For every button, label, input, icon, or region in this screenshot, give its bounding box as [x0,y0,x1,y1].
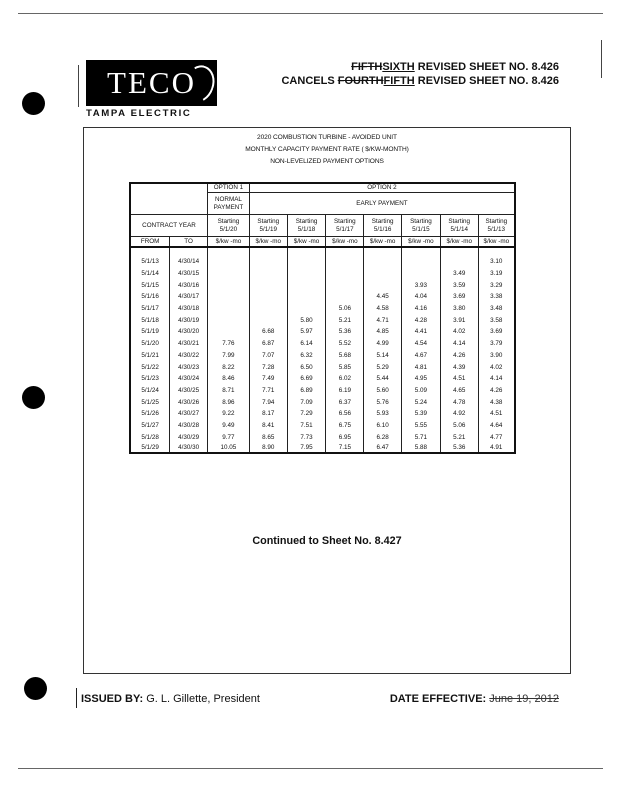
from-date-cell: 5/1/23 [130,373,170,385]
rate-cell [402,268,441,280]
punch-hole-middle [22,386,45,409]
table-row [130,373,515,385]
rate-cell: 6.37 [326,396,364,408]
rate-cell [208,256,250,268]
table-row [130,326,515,338]
sheet-number: REVISED SHEET NO. 8.426 [417,61,559,73]
rate-cell: 3.93 [402,279,441,291]
to-date-cell: 4/30/19 [170,314,208,326]
normal-payment-header: NORMAL PAYMENT [208,193,250,215]
rate-cell [440,256,478,268]
logo-subtitle: TAMPA ELECTRIC [86,108,192,119]
rate-cell: 5.71 [402,431,441,443]
cancels-new-revision: FIFTH [383,75,415,87]
rate-cell [208,279,250,291]
rate-cell [249,256,287,268]
table-row [130,420,515,432]
table-row [130,256,515,268]
table-row [130,303,515,315]
rate-cell: 5.14 [364,350,402,362]
rate-cell: 4.64 [478,420,515,432]
rate-cell: 4.58 [364,303,402,315]
spacer-row [130,247,515,256]
from-date-cell: 5/1/13 [130,256,170,268]
rate-cell [208,314,250,326]
to-date-cell: 4/30/25 [170,385,208,397]
rate-cell: 4.26 [440,350,478,362]
punch-hole-top [22,92,45,115]
to-date-cell: 4/30/28 [170,420,208,432]
rate-cell: 4.95 [402,373,441,385]
rate-cell: 7.15 [326,443,364,453]
rate-cell: 8.46 [208,373,250,385]
from-date-cell: 5/1/28 [130,431,170,443]
rate-cell: 5.68 [326,350,364,362]
rate-cell [208,291,250,303]
rate-cell: 3.91 [440,314,478,326]
unit-header: $/kw -mo [249,237,287,248]
to-date-cell: 4/30/27 [170,408,208,420]
unit-header: $/kw -mo [478,237,515,248]
to-date-cell: 4/30/17 [170,291,208,303]
rate-cell: 7.49 [249,373,287,385]
rate-cell: 3.19 [478,268,515,280]
rate-cell [364,256,402,268]
rate-cell: 9.22 [208,408,250,420]
to-date-cell: 4/30/20 [170,326,208,338]
rate-cell [326,291,364,303]
rate-cell: 6.89 [287,385,326,397]
cancels-label: CANCELS [281,75,335,87]
rate-cell [364,268,402,280]
rate-cell: 4.45 [364,291,402,303]
rate-cell: 6.28 [364,431,402,443]
rate-cell: 3.69 [440,291,478,303]
rate-cell: 4.38 [478,396,515,408]
unit-header: $/kw -mo [287,237,326,248]
rate-cell: 8.71 [208,385,250,397]
rate-cell: 5.88 [402,443,441,453]
rate-cell: 4.26 [478,385,515,397]
unit-header: $/kw -mo [326,237,364,248]
to-date-cell: 4/30/18 [170,303,208,315]
from-date-cell: 5/1/16 [130,291,170,303]
rate-cell [326,256,364,268]
starting-header: Starting 5/1/13 [478,215,515,237]
from-date-cell: 5/1/21 [130,350,170,362]
rate-cell [249,303,287,315]
rate-cell: 4.92 [440,408,478,420]
rate-cell: 3.10 [478,256,515,268]
rate-cell [287,256,326,268]
continued-note: Continued to Sheet No. 8.427 [252,535,402,547]
rate-cell: 3.49 [440,268,478,280]
rate-cell: 3.90 [478,350,515,362]
top-rule [18,13,603,14]
to-date-cell: 4/30/23 [170,361,208,373]
unit-header: $/kw -mo [364,237,402,248]
cancels-old-revision: FOURTH [337,75,384,87]
rate-cell: 3.38 [478,291,515,303]
table-row [130,350,515,362]
rate-cell: 3.29 [478,279,515,291]
rate-cell: 4.78 [440,396,478,408]
rate-cell: 5.36 [326,326,364,338]
from-date-cell: 5/1/22 [130,361,170,373]
rate-cell: 6.10 [364,420,402,432]
rate-cell: 4.77 [478,431,515,443]
rate-cell: 6.50 [287,361,326,373]
starting-header: Starting 5/1/17 [326,215,364,237]
to-header: TO [170,237,208,248]
table-row [130,408,515,420]
logo-wordmark: TECO [107,65,196,100]
rate-rows [130,256,515,453]
header-bar [78,65,79,107]
from-date-cell: 5/1/15 [130,279,170,291]
table-row [130,431,515,443]
from-date-cell: 5/1/26 [130,408,170,420]
unit-header: $/kw -mo [402,237,441,248]
rate-cell: 4.51 [478,408,515,420]
table-row [130,314,515,326]
rate-cell: 3.48 [478,303,515,315]
rate-cell [287,291,326,303]
rate-cell [249,268,287,280]
starting-header: Starting 5/1/16 [364,215,402,237]
table-row [130,443,515,453]
unit-header: $/kw -mo [208,237,250,248]
rate-cell [287,303,326,315]
to-date-cell: 4/30/14 [170,256,208,268]
rate-cell: 4.67 [402,350,441,362]
rate-cell: 4.91 [478,443,515,453]
rate-cell: 6.75 [326,420,364,432]
rate-cell: 4.16 [402,303,441,315]
from-date-cell: 5/1/24 [130,385,170,397]
to-date-cell: 4/30/16 [170,279,208,291]
to-date-cell: 4/30/22 [170,350,208,362]
rate-cell: 4.02 [440,326,478,338]
rate-cell: 5.39 [402,408,441,420]
rate-cell: 7.76 [208,338,250,350]
from-date-cell: 5/1/20 [130,338,170,350]
rate-cell: 6.68 [249,326,287,338]
rate-cell: 7.09 [287,396,326,408]
table-row [130,279,515,291]
rate-cell: 4.14 [478,373,515,385]
rate-cell: 7.71 [249,385,287,397]
rate-cell: 5.36 [440,443,478,453]
table-row [130,385,515,397]
rate-cell: 6.32 [287,350,326,362]
rate-cell: 5.85 [326,361,364,373]
rate-cell: 4.81 [402,361,441,373]
rate-cell: 5.06 [326,303,364,315]
rate-cell [287,268,326,280]
rate-cell: 5.55 [402,420,441,432]
table-row [130,268,515,280]
unit-header: $/kw -mo [440,237,478,248]
effective-label: DATE EFFECTIVE: [389,693,487,705]
rate-cell: 4.99 [364,338,402,350]
to-date-cell: 4/30/15 [170,268,208,280]
teco-logo [86,60,217,106]
rate-cell: 7.99 [208,350,250,362]
from-header: FROM [130,237,170,248]
rate-cell: 4.14 [440,338,478,350]
rate-cell: 5.97 [287,326,326,338]
rate-cell: 6.87 [249,338,287,350]
from-date-cell: 5/1/29 [130,443,170,453]
rate-cell: 8.41 [249,420,287,432]
rate-cell: 5.52 [326,338,364,350]
rate-cell: 6.47 [364,443,402,453]
rate-cell: 4.65 [440,385,478,397]
rate-cell: 8.22 [208,361,250,373]
rate-cell: 5.09 [402,385,441,397]
rate-cell [326,279,364,291]
table-row [130,338,515,350]
cancels-line [281,75,559,87]
rate-cell: 4.54 [402,338,441,350]
rate-cell [249,291,287,303]
option1-header: OPTION 1 [208,183,250,193]
rate-cell: 8.17 [249,408,287,420]
rate-cell: 6.95 [326,431,364,443]
rate-cell: 7.95 [287,443,326,453]
to-date-cell: 4/30/21 [170,338,208,350]
from-date-cell: 5/1/19 [130,326,170,338]
rate-cell: 6.02 [326,373,364,385]
rate-cell: 4.28 [402,314,441,326]
rate-cell: 5.93 [364,408,402,420]
rate-cell: 7.94 [249,396,287,408]
table-title-3: NON-LEVELIZED PAYMENT OPTIONS [270,158,384,165]
rate-cell: 10.05 [208,443,250,453]
rate-cell: 3.69 [478,326,515,338]
issued-by [81,693,260,705]
rate-cell: 5.76 [364,396,402,408]
starting-header: Starting 5/1/14 [440,215,478,237]
option2-header: OPTION 2 [249,183,515,193]
sheet-number-line [351,61,559,73]
rate-cell: 8.65 [249,431,287,443]
from-date-cell: 5/1/14 [130,268,170,280]
rate-cell: 8.90 [249,443,287,453]
from-date-cell: 5/1/25 [130,396,170,408]
effective-old-date: June 19, 2012 [489,693,559,705]
rate-cell: 7.29 [287,408,326,420]
rate-cell: 6.56 [326,408,364,420]
starting-header: Starting 5/1/18 [287,215,326,237]
rate-cell: 7.73 [287,431,326,443]
rate-cell: 9.77 [208,431,250,443]
rate-cell: 6.69 [287,373,326,385]
bottom-rule [18,768,603,769]
rate-cell: 7.28 [249,361,287,373]
rate-cell: 3.80 [440,303,478,315]
date-effective [390,693,559,705]
punch-hole-bottom [24,677,47,700]
blank-corner [130,183,208,215]
rate-cell: 4.04 [402,291,441,303]
table-row [130,361,515,373]
rate-cell: 7.07 [249,350,287,362]
issued-name: G. L. Gillette, President [146,693,260,705]
to-date-cell: 4/30/29 [170,431,208,443]
rate-cell [326,268,364,280]
issued-label: ISSUED BY: [81,693,144,705]
footer-bar [76,688,77,708]
rate-cell: 5.24 [402,396,441,408]
rate-cell: 5.21 [326,314,364,326]
rate-cell: 4.51 [440,373,478,385]
sheet-old-revision: FIFTH [351,61,383,73]
rate-cell: 8.96 [208,396,250,408]
rate-cell: 4.41 [402,326,441,338]
to-date-cell: 4/30/24 [170,373,208,385]
capacity-payment-table [129,182,516,454]
right-edge-mark [601,40,602,78]
rate-cell [208,303,250,315]
rate-cell [364,279,402,291]
to-date-cell: 4/30/26 [170,396,208,408]
rate-cell: 5.80 [287,314,326,326]
starting-header: Starting 5/1/20 [208,215,250,237]
rate-cell: 3.59 [440,279,478,291]
rate-cell: 4.71 [364,314,402,326]
rate-cell: 4.85 [364,326,402,338]
rate-cell [249,314,287,326]
rate-cell [208,326,250,338]
rate-cell: 5.06 [440,420,478,432]
contract-year-header: CONTRACT YEAR [130,215,208,237]
rate-cell: 7.51 [287,420,326,432]
rate-cell: 5.60 [364,385,402,397]
table-title-1: 2020 COMBUSTION TURBINE - AVOIDED UNIT [257,134,397,141]
from-date-cell: 5/1/17 [130,303,170,315]
rate-cell [208,268,250,280]
table-row [130,291,515,303]
rate-cell: 4.02 [478,361,515,373]
rate-cell: 4.39 [440,361,478,373]
table-row [130,396,515,408]
table-title-2: MONTHLY CAPACITY PAYMENT RATE ( $/KW-MONTH) [245,146,409,153]
rate-cell [402,256,441,268]
rate-cell: 6.14 [287,338,326,350]
from-date-cell: 5/1/27 [130,420,170,432]
from-date-cell: 5/1/18 [130,314,170,326]
to-date-cell: 4/30/30 [170,443,208,453]
rate-cell: 6.19 [326,385,364,397]
early-payment-header: EARLY PAYMENT [249,193,515,215]
rate-cell [249,279,287,291]
rate-cell: 5.44 [364,373,402,385]
rate-cell [287,279,326,291]
rate-cell: 5.29 [364,361,402,373]
starting-header: Starting 5/1/15 [402,215,441,237]
cancels-sheet-number: REVISED SHEET NO. 8.426 [417,75,559,87]
rate-cell: 3.79 [478,338,515,350]
rate-cell: 5.21 [440,431,478,443]
rate-cell: 3.58 [478,314,515,326]
rate-cell: 9.49 [208,420,250,432]
starting-header: Starting 5/1/19 [249,215,287,237]
sheet-new-revision: SIXTH [382,61,415,73]
